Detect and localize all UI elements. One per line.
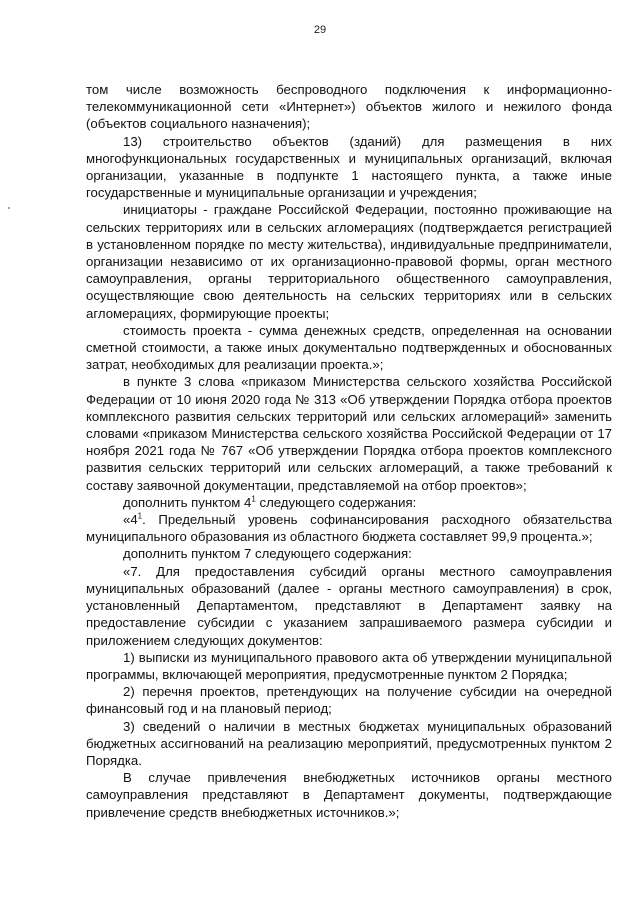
paragraph-document-item-2: 2) перечня проектов, претендующих на получение субсидии на очередной финансовый год и на плановый период; [86,684,612,717]
page-number: 29 [313,24,327,36]
text-segment: «4 [123,512,138,528]
superscript: 1 [137,511,143,521]
document-body [86,81,612,821]
paragraph-extrabudgetary: В случае привлечения внебюджетных источников органы местного самоуправления представляют в Департамент документы, подтверждающие привлечение средств внебюджетных источников.»; [86,770,612,820]
paragraph-document-item-1: 1) выписки из муниципального правового акта об утверждении муниципальной программы, включающей мероприятия, предусмотренные пунктом 2 Порядка; [86,649,612,682]
paragraph-item-13: 13) строительство объектов (зданий) для размещения в них многофункциональных государственных и муниципальных организаций, включая организации, указанные в подпункте 1 настоящего пункта, а также иные государственные и муниципальные организации и учреждения; [86,133,612,201]
paragraph-point-4-1-text [86,511,612,545]
paragraph-point-7-text: «7. Для предоставления субсидий органы местного самоуправления муниципальных образований (далее - органы местного самоуправления) в срок, установленный Департаментом, представляют в Департамент заявку на предоставление субсидии с указанием запрашиваемого размера субсидии и приложением следующих документов: [86,563,612,648]
text-segment: следующего содержания: [255,494,417,510]
paragraph-continuation: том числе возможность беспроводного подключения к информационно-телекоммуникационной сети «Интернет») объектов жилого и нежилого фонда (объектов социального назначения); [86,82,612,132]
paragraph-project-cost-definition: стоимость проекта - сумма денежных средств, определенная на основании сметной стоимости, а также иных документально подтвержденных и обоснованных затрат, необходимых для реализации проекта.»; [86,322,612,373]
superscript: 1 [251,494,256,504]
paragraph-add-point-7: дополнить пунктом 7 следующего содержания: [123,546,412,562]
text-segment: . Предельный уровень софинансирования расходного обязательства муниципального образования из областного бюджета составляет 99,9 процента.»; [86,512,612,545]
margin-mark [8,207,10,209]
paragraph-document-item-3: 3) сведений о наличии в местных бюджетах муниципальных образований бюджетных ассигнований на реализацию мероприятий, предусмотренных пунктом 2 Порядка. [86,718,612,768]
text-segment: дополнить пунктом 4 [123,494,252,510]
paragraph-initiators-definition: инициаторы - граждане Российской Федерации, постоянно проживающие на сельских территориях или в сельских агломерациях (подтверждается регистрацией в установленном порядке по месту жительства), индивидуальные предприниматели, организации независимо от их организационно-правовой формы, орган местного самоуправления, органы территориального общественного самоуправления, осуществляющие свою деятельность на сельских территориях или в сельских агломерациях, формирующие проекты; [86,202,612,321]
paragraph-point-3-amendment: в пункте 3 слова «приказом Министерства сельского хозяйства Российской Федерации от 10 июня 2020 года № 313 «Об утверждении Порядка отбора проектов комплексного развития сельских территорий или сельских агломераций» заменить словами «приказом Министерства сельского хозяйства Российской Федерации от 17 ноября 2021 года № 767 «Об утверждении Порядка отбора проектов комплексного развития сельских территорий или сельских агломераций, а также требований к составу заявочной документации, представляемой на отбор проектов»; [86,374,612,493]
paragraph-add-point-4-1 [86,494,612,511]
